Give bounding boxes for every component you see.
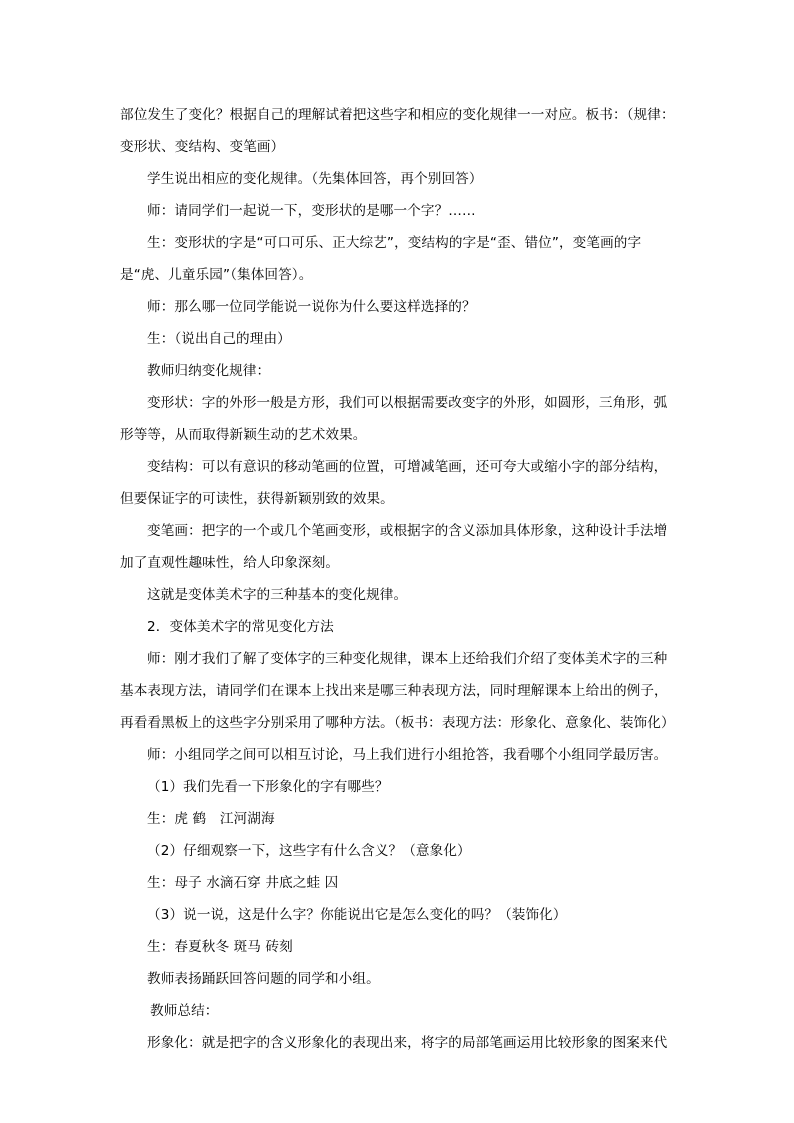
text-line: 形等等，从而取得新颖生动的艺术效果。: [120, 427, 367, 443]
text-line: 加了直观性趣味性，给人印象深刻。: [120, 555, 340, 571]
text-line: 师：那么哪一位同学能说一说你为什么要这样选择的？: [147, 299, 476, 315]
text-line: 生：春夏秋冬 斑马 砖刻: [147, 939, 293, 955]
text-line: 师：小组同学之间可以相互讨论，马上我们进行小组抢答，我看哪个小组同学最厉害。: [147, 747, 668, 763]
text-line: 生：变形状的字是“可口可乐、正大综艺”，变结构的字是“歪、错位”，变笔画的字: [147, 235, 642, 251]
text-line: 学生说出相应的变化规律。（先集体回答，再个别回答）: [147, 171, 483, 187]
text-line: 变结构：可以有意识的移动笔画的位置，可增减笔画，还可夸大或缩小字的部分结构，: [147, 459, 668, 475]
text-line: （3）说一说，这是什么字？你能说出它是怎么变化的吗？（装饰化）: [147, 907, 567, 923]
text-line: 变形状、变结构、变笔画）: [120, 139, 285, 155]
text-line: 这就是变体美术字的三种基本的变化规律。: [147, 587, 408, 603]
text-line: （1）我们先看一下形象化的字有哪些？: [147, 779, 389, 795]
text-line: 2．变体美术字的常见变化方法: [147, 619, 334, 635]
text-line: 生：（说出自己的理由）: [147, 331, 291, 347]
text-line: 但要保证字的可读性，获得新颖别致的效果。: [120, 491, 394, 507]
text-line: 再看看黑板上的这些字分别采用了哪种方法。（板书：表现方法：形象化、意象化、装饰化）: [120, 715, 675, 731]
text-line: 生：虎 鹤 江河湖海: [147, 811, 275, 827]
text-line: 部位发生了变化？根据自己的理解试着把这些字和相应的变化规律一一对应。板书：（规律：: [120, 107, 675, 123]
text-line: 师：请同学们一起说一下，变形状的是哪一个字？……: [147, 203, 476, 219]
text-line: 师：刚才我们了解了变体字的三种变化规律，课本上还给我们介绍了变体美术字的三种: [147, 651, 668, 667]
document-body: [120, 99, 676, 1059]
text-line: 基本表现方法，请同学们在课本上找出来是哪三种表现方法，同时理解课本上给出的例子，: [120, 683, 668, 699]
text-line: 教师归纳变化规律：: [147, 363, 271, 379]
text-line: 生：母子 水滴石穿 井底之蛙 囚: [147, 875, 339, 891]
text-line: 变形状：字的外形一般是方形，我们可以根据需要改变字的外形，如圆形，三角形，弧: [147, 395, 668, 411]
text-line: 教师表扬踊跃回答问题的同学和小组。: [147, 971, 380, 987]
text-line: 教师总结：: [150, 1003, 219, 1019]
text-line: 是“虎、儿童乐园”（集体回答）。: [120, 267, 313, 283]
text-line: （2）仔细观察一下，这些字有什么含义？（意象化）: [147, 843, 471, 859]
text-line: 形象化：就是把字的含义形象化的表现出来，将字的局部笔画运用比较形象的图案来代: [147, 1035, 668, 1051]
text-line: 变笔画：把字的一个或几个笔画变形，或根据字的含义添加具体形象，这种设计手法增: [147, 523, 668, 539]
